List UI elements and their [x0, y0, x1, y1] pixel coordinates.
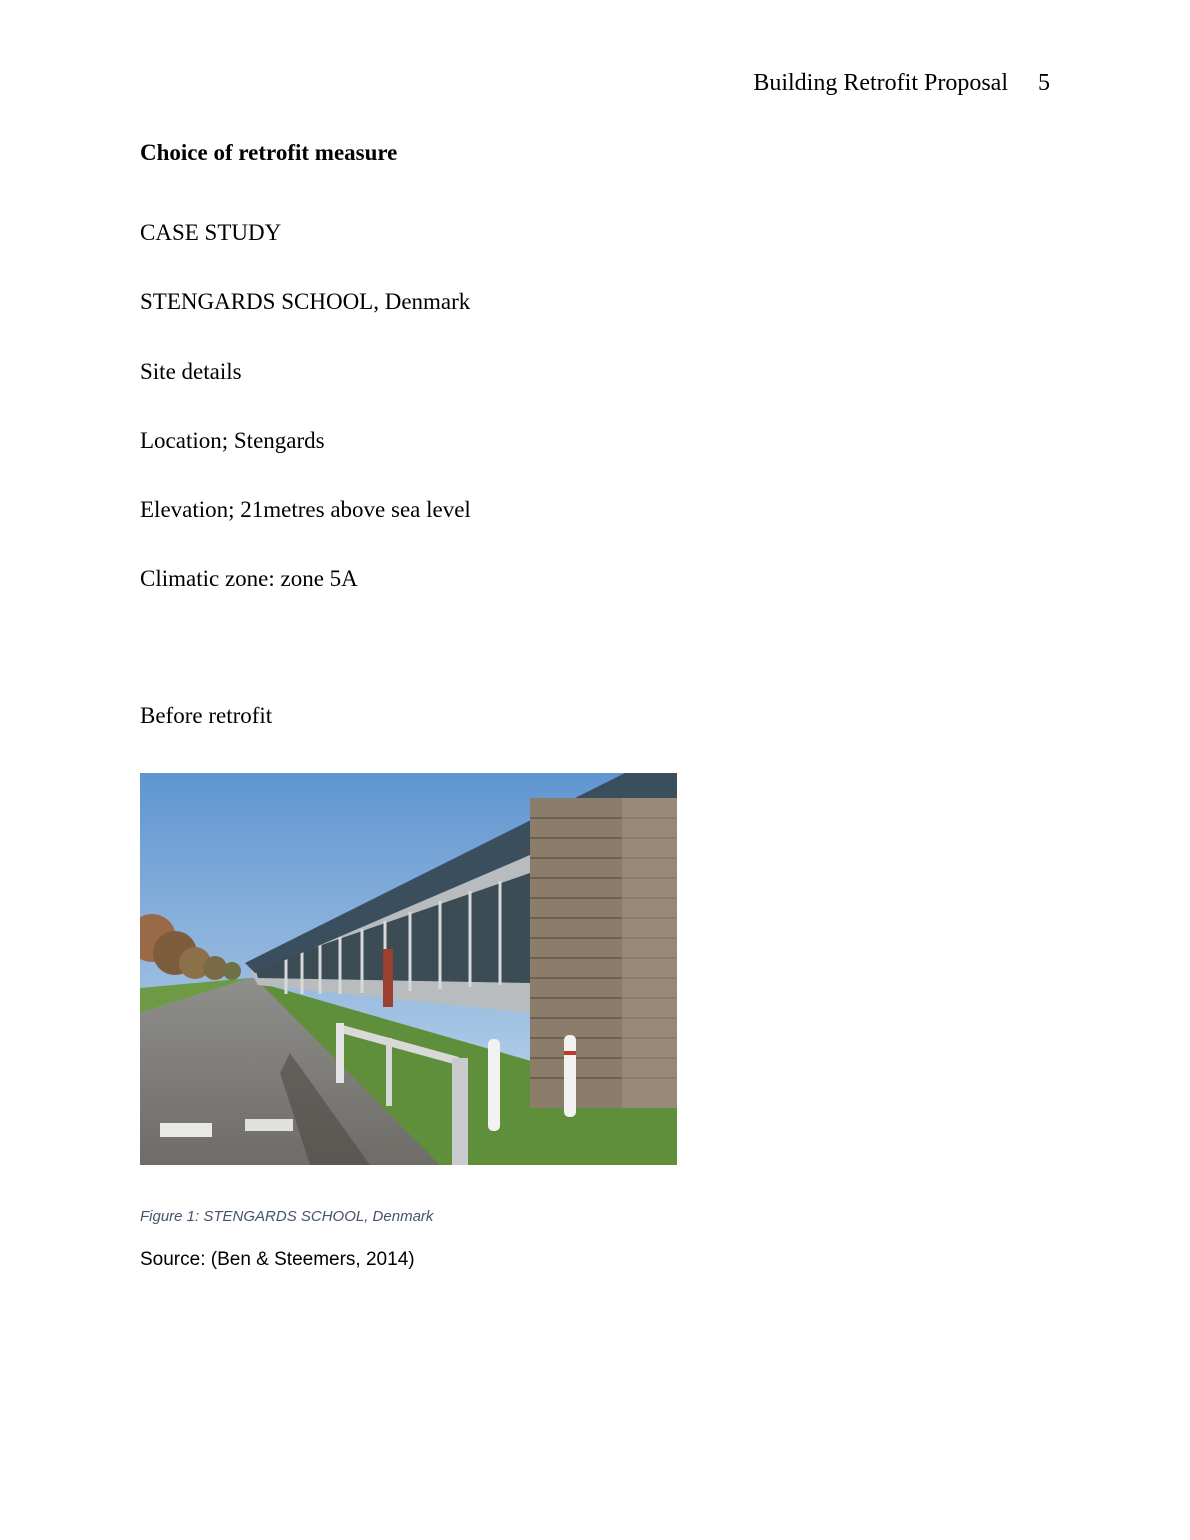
- figure-source: Source: (Ben & Steemers, 2014): [140, 1249, 415, 1270]
- paragraph-case-study: CASE STUDY: [140, 220, 282, 245]
- paragraph-before-retrofit: Before retrofit: [140, 703, 273, 728]
- page-number: 5: [1038, 70, 1050, 96]
- figure-caption: Figure 1: STENGARDS SCHOOL, Denmark: [140, 1208, 434, 1225]
- school-building-photo: [140, 773, 677, 1165]
- paragraph-location: Location; Stengards: [140, 428, 325, 453]
- page-header: [753, 70, 1050, 97]
- running-title: Building Retrofit Proposal: [753, 70, 1008, 96]
- paragraph-climatic-zone: Climatic zone: zone 5A: [140, 566, 358, 591]
- paragraph-school-name: STENGARDS SCHOOL, Denmark: [140, 289, 471, 314]
- paragraph-elevation: Elevation; 21metres above sea level: [140, 497, 471, 522]
- section-heading: Choice of retrofit measure: [140, 140, 398, 165]
- paragraph-site-details: Site details: [140, 359, 242, 384]
